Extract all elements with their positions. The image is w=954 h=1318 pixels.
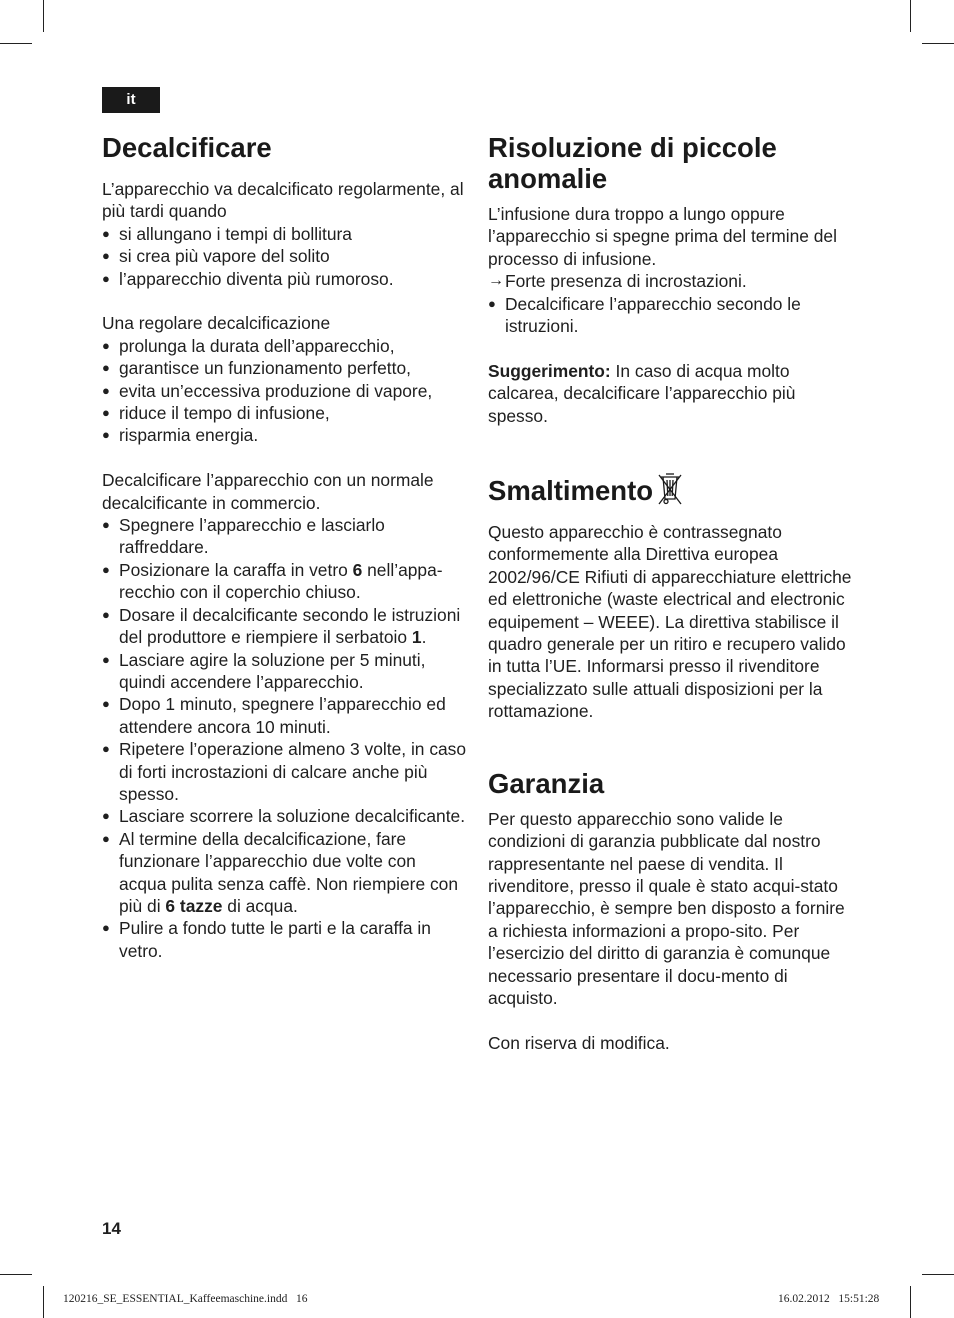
list-item: ● prolunga la durata dell’apparecchio, <box>102 335 468 357</box>
step-item: ● Dopo 1 minuto, spegnere l’apparecchio ed attendere ancora 10 minuti. <box>102 693 468 738</box>
crossed-out-wheelie-bin-icon <box>657 472 683 512</box>
language-tab: it <box>102 87 160 113</box>
list-item: ● si allungano i tempi di bollitura <box>102 223 468 245</box>
footer-file: 120216_SE_ESSENTIAL_Kaffeemaschine.indd 16 <box>63 1293 308 1305</box>
crop-mark <box>43 1286 44 1318</box>
page-number: 14 <box>102 1219 121 1238</box>
list-item: ● evita un’eccessiva produzione di vapore, <box>102 380 468 402</box>
troubleshooting-title: Risoluzione di piccole anomalie <box>488 132 777 194</box>
crop-mark <box>910 1286 911 1318</box>
crop-mark <box>43 0 44 32</box>
step-item: ● Dosare il decalcificante secondo le istruzioni del produttore e riempiere il serbatoio 1. <box>102 604 468 649</box>
list-item: ● si crea più vapore del solito <box>102 245 468 267</box>
descaling-intro: L’apparecchio va decalcificato regolarmente, al più tardi quando <box>102 179 464 222</box>
list-item: ● riduce il tempo di infusione, <box>102 402 468 424</box>
step-item: ● Posizionare la caraffa in vetro 6 nell’appa-recchio con il coperchio chiuso. <box>102 559 468 604</box>
benefits-intro: Una regolare decalcificazione <box>102 313 331 334</box>
crop-mark <box>0 1274 32 1275</box>
descaling-when-list <box>102 223 468 290</box>
tip-paragraph: Suggerimento: In caso di acqua molto calcarea, decalcificare l’apparecchio più spesso. <box>488 360 796 426</box>
disposal-body: Questo apparecchio è contrassegnato conformemente alla Direttiva europea 2002/96/CE Rifiuti di apparecchiature elettriche ed elettroniche (waste electrical and electronic equipement – WEEE). La direttiva stabilisce il quadro generale per un ritiro e recupero valido in tutta l’UE. Informarsi presso il rivenditore specializzato sulle attuali disposizioni per la rottamazione. <box>488 522 852 722</box>
step-item: ● Pulire a fondo tutte le parti e la caraffa in vetro. <box>102 917 468 962</box>
warranty-title: Garanzia <box>488 767 605 799</box>
crop-mark <box>922 43 954 44</box>
step-item: ● Lasciare scorrere la soluzione decalcificante. <box>102 805 468 827</box>
left-column <box>102 132 468 962</box>
footer-datetime: 16.02.2012 15:51:28 <box>778 1293 880 1305</box>
step-item: ● Spegnere l’apparecchio e lasciarlo raffreddare. <box>102 514 468 559</box>
warranty-note: Con riserva di modifica. <box>488 1032 670 1053</box>
warranty-body: Per questo apparecchio sono valide le condizioni di garanzia pubblicate dal nostro rappresentante nel paese di vendita. Il rivenditore, presso il quale è stato acqui-stato l’apparecchio, è sempre ben disposto a fornire a richiesta informazioni a propo-sito. Per l’esercizio del diritto di garanzia è comunque necessario presentare il docu-mento di acquisto. <box>488 808 845 1008</box>
list-item: ● garantisce un funzionamento perfetto, <box>102 357 468 379</box>
cause-item: → Forte presenza di incrostazioni. <box>488 270 854 292</box>
remedy-item: ● Decalcificare l’apparecchio secondo le istruzioni. <box>488 293 854 338</box>
steps-intro: Decalcificare l’apparecchio con un normale decalcificante in commercio. <box>102 470 434 513</box>
troubleshooting-body: L’infusione dura troppo a lungo oppure l’apparecchio si spegne prima del termine del processo di infusione. <box>488 204 837 269</box>
crop-mark <box>0 43 32 44</box>
disposal-title: Smaltimento <box>488 472 854 512</box>
descaling-title: Decalcificare <box>102 132 272 163</box>
step-item: ● Lasciare agire la soluzione per 5 minuti, quindi accendere l’apparecchio. <box>102 649 468 694</box>
crop-mark <box>922 1274 954 1275</box>
benefits-list <box>102 335 468 447</box>
list-item: ● l’apparecchio diventa più rumoroso. <box>102 268 468 290</box>
list-item: ● risparmia energia. <box>102 424 468 446</box>
step-item: ● Ripetere l’operazione almeno 3 volte, in caso di forti incrostazioni di calcare anche più spesso. <box>102 738 468 805</box>
crop-mark <box>910 0 911 32</box>
right-column <box>488 132 854 1054</box>
step-item: ● Al termine della decalcificazione, fare funzionare l’apparecchio due volte con acqua pulita senza caffè. Non riempiere con più di 6 tazze di acqua. <box>102 828 468 918</box>
steps-list <box>102 514 468 962</box>
